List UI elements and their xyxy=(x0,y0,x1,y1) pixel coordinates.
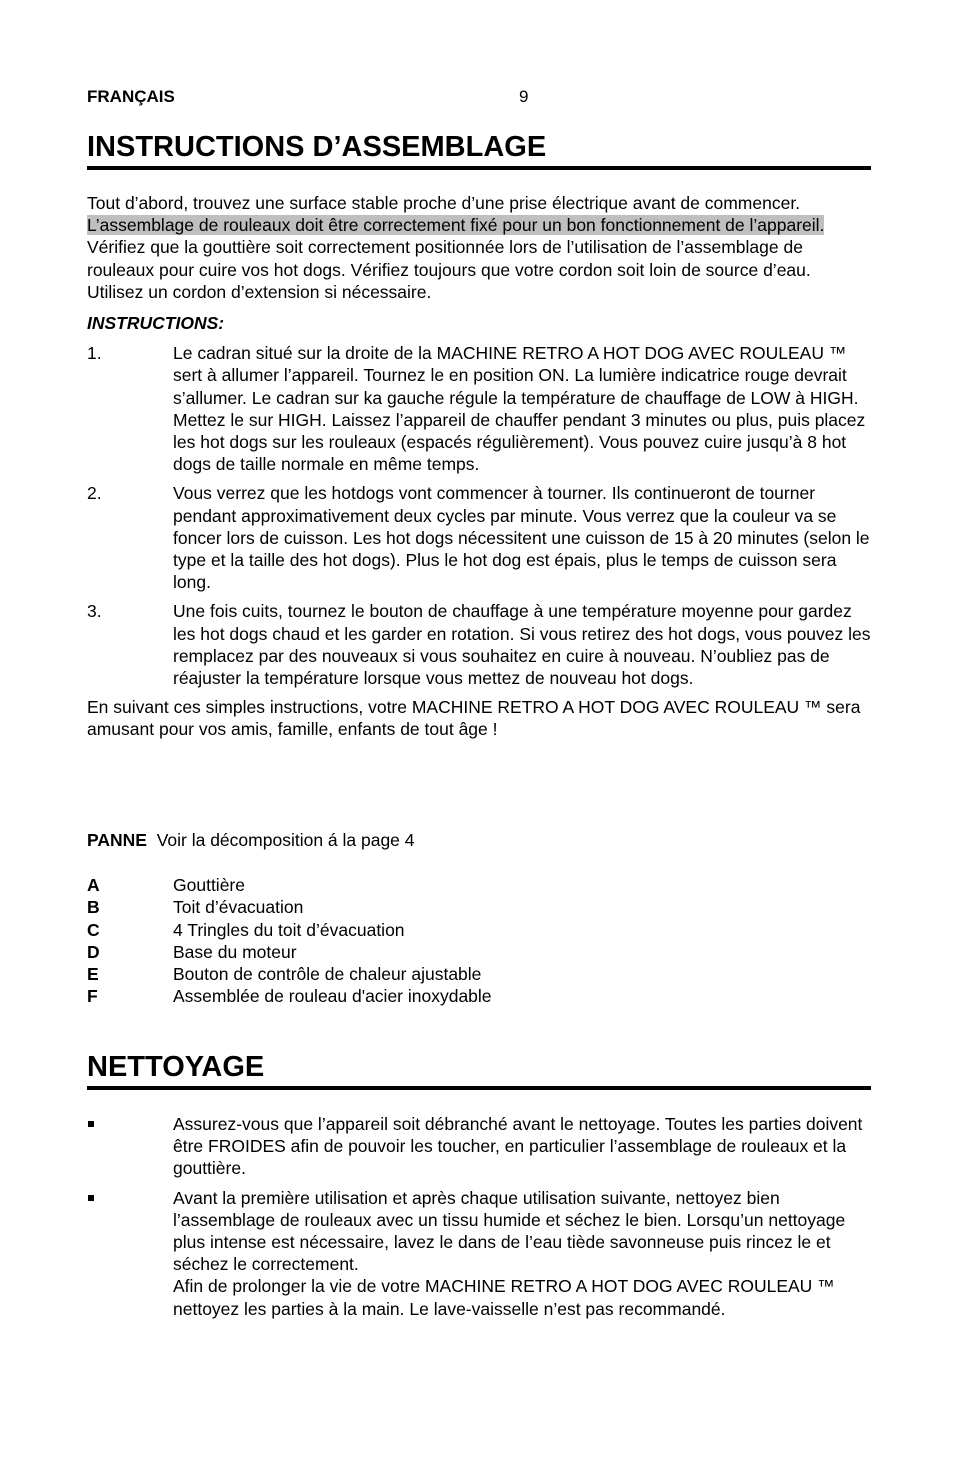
page-number: 9 xyxy=(519,87,529,106)
intro-highlight: L’assemblage de rouleaux doit être correctement fixé pour un bon fonctionnement de l’appareil. xyxy=(87,215,825,236)
step-text: Vous verrez que les hotdogs vont commencer à tourner. Ils continueront de tourner pendant approximativement deux cycles par minute. Vous verrez que la couleur va se foncer lors de cuisson. Les hot dogs nécessitent une cuisson de 15 à 20 minutes (selon le type et la taille des hot dogs). Plus le hot dog est épais, plus le temps de cuisson sera long. xyxy=(173,483,870,593)
step-number: 1. xyxy=(87,343,102,364)
header-language: FRANÇAIS xyxy=(87,87,175,106)
parts-heading xyxy=(87,829,871,851)
cleaning-item xyxy=(87,1113,871,1180)
parts-label: PANNE xyxy=(87,830,147,850)
parts-list xyxy=(87,874,871,1007)
cleaning-item xyxy=(87,1187,871,1320)
part-letter: D xyxy=(87,941,100,962)
part-item xyxy=(87,874,871,896)
parts-reference: Voir la décomposition á la page 4 xyxy=(156,830,415,850)
step-item xyxy=(87,600,871,689)
part-item xyxy=(87,941,871,963)
step-item xyxy=(87,482,871,593)
parts-section xyxy=(87,829,871,1007)
cleaning-extra-text: Afin de prolonger la vie de votre MACHINE RETRO A HOT DOG AVEC ROULEAU ™ nettoyez les parties à la main. Le lave-vaisselle n’est pas recommandé. xyxy=(173,1276,835,1319)
cleaning-title: NETTOYAGE xyxy=(87,1050,871,1090)
instructions-label: INSTRUCTIONS: xyxy=(87,313,225,333)
part-letter: B xyxy=(87,897,100,918)
step-text: Une fois cuits, tournez le bouton de chauffage à une température moyenne pour gardez les hot dogs chaud et les garder en rotation. Si vous retirez des hot dogs, vous pouvez les remplacez par des nouveaux si vous souhaitez en cuire à nouveau. N’oubliez pas de réajuster la température lorsque vous mettez de nouveau hot dogs. xyxy=(173,601,871,689)
assembly-title: INSTRUCTIONS D’ASSEMBLAGE xyxy=(87,130,871,170)
part-letter: F xyxy=(87,986,98,1007)
part-item xyxy=(87,985,871,1007)
part-item xyxy=(87,919,871,941)
closing-paragraph: En suivant ces simples instructions, votre MACHINE RETRO A HOT DOG AVEC ROULEAU ™ sera amusant pour vos amis, famille, enfants de tout âge ! xyxy=(87,697,861,740)
instructions-block xyxy=(87,312,871,741)
cleaning-list xyxy=(87,1113,871,1320)
bullet-square-icon xyxy=(87,1113,173,1180)
part-name: Base du moteur xyxy=(173,941,297,962)
part-name: Toit d’évacuation xyxy=(173,897,304,918)
step-item xyxy=(87,342,871,475)
intro-paragraph xyxy=(87,192,871,303)
part-letter: E xyxy=(87,964,99,985)
cleaning-text: Avant la première utilisation et après chaque utilisation suivante, nettoyez bien l’assemblage de rouleaux avec un tissu humide et séchez le bien. Lorsqu’un nettoyage plus intense est nécessaire, lavez le dans de l’eau tiède savonneuse puis rincez le et séchez le correctement. xyxy=(173,1187,846,1275)
step-text: Le cadran situé sur la droite de la MACHINE RETRO A HOT DOG AVEC ROULEAU ™ sert à allumer l’appareil. Tournez le en position ON. La lumière indicatrice rouge devrait s’allumer. Le cadran sur ka gauche régule la température de chauffage de LOW à HIGH. Mettez le sur HIGH. Laissez l’appareil de chauffer pendant 3 minutes ou plus, puis placez les hot dogs sur les rouleaux (espacés régulièrement). Vous pouvez cuire jusqu’à 8 hot dogs de taille normale en même temps. xyxy=(173,343,866,475)
intro-text-after: Vérifiez que la gouttière soit correctement positionnée lors de l’utilisation de l’assemblage de rouleaux pour cuire vos hot dogs. Vérifiez toujours que votre cordon soit loin de source d’eau. Utilisez un cordon d’extension si nécessaire. xyxy=(87,237,811,302)
part-name: Gouttière xyxy=(173,875,245,896)
assembly-intro xyxy=(87,192,871,303)
part-item xyxy=(87,963,871,985)
part-letter: A xyxy=(87,875,100,896)
step-number: 2. xyxy=(87,483,102,504)
cleaning-text: Assurez-vous que l’appareil soit débranché avant le nettoyage. Toutes les parties doivent être FROIDES afin de pouvoir les toucher, en particulier l’assemblage de rouleaux et la gouttière. xyxy=(173,1114,863,1179)
part-name: Assemblée de rouleau d'acier inoxydable xyxy=(173,986,492,1007)
part-letter: C xyxy=(87,919,100,940)
steps-list xyxy=(87,342,871,689)
bullet-square-icon xyxy=(87,1187,173,1320)
intro-text-before: Tout d’abord, trouvez une surface stable proche d’une prise électrique avant de commencer. xyxy=(87,193,801,213)
step-number: 3. xyxy=(87,601,102,622)
part-item xyxy=(87,896,871,918)
part-name: 4 Tringles du toit d’évacuation xyxy=(173,919,405,940)
part-name: Bouton de contrôle de chaleur ajustable xyxy=(173,964,482,985)
